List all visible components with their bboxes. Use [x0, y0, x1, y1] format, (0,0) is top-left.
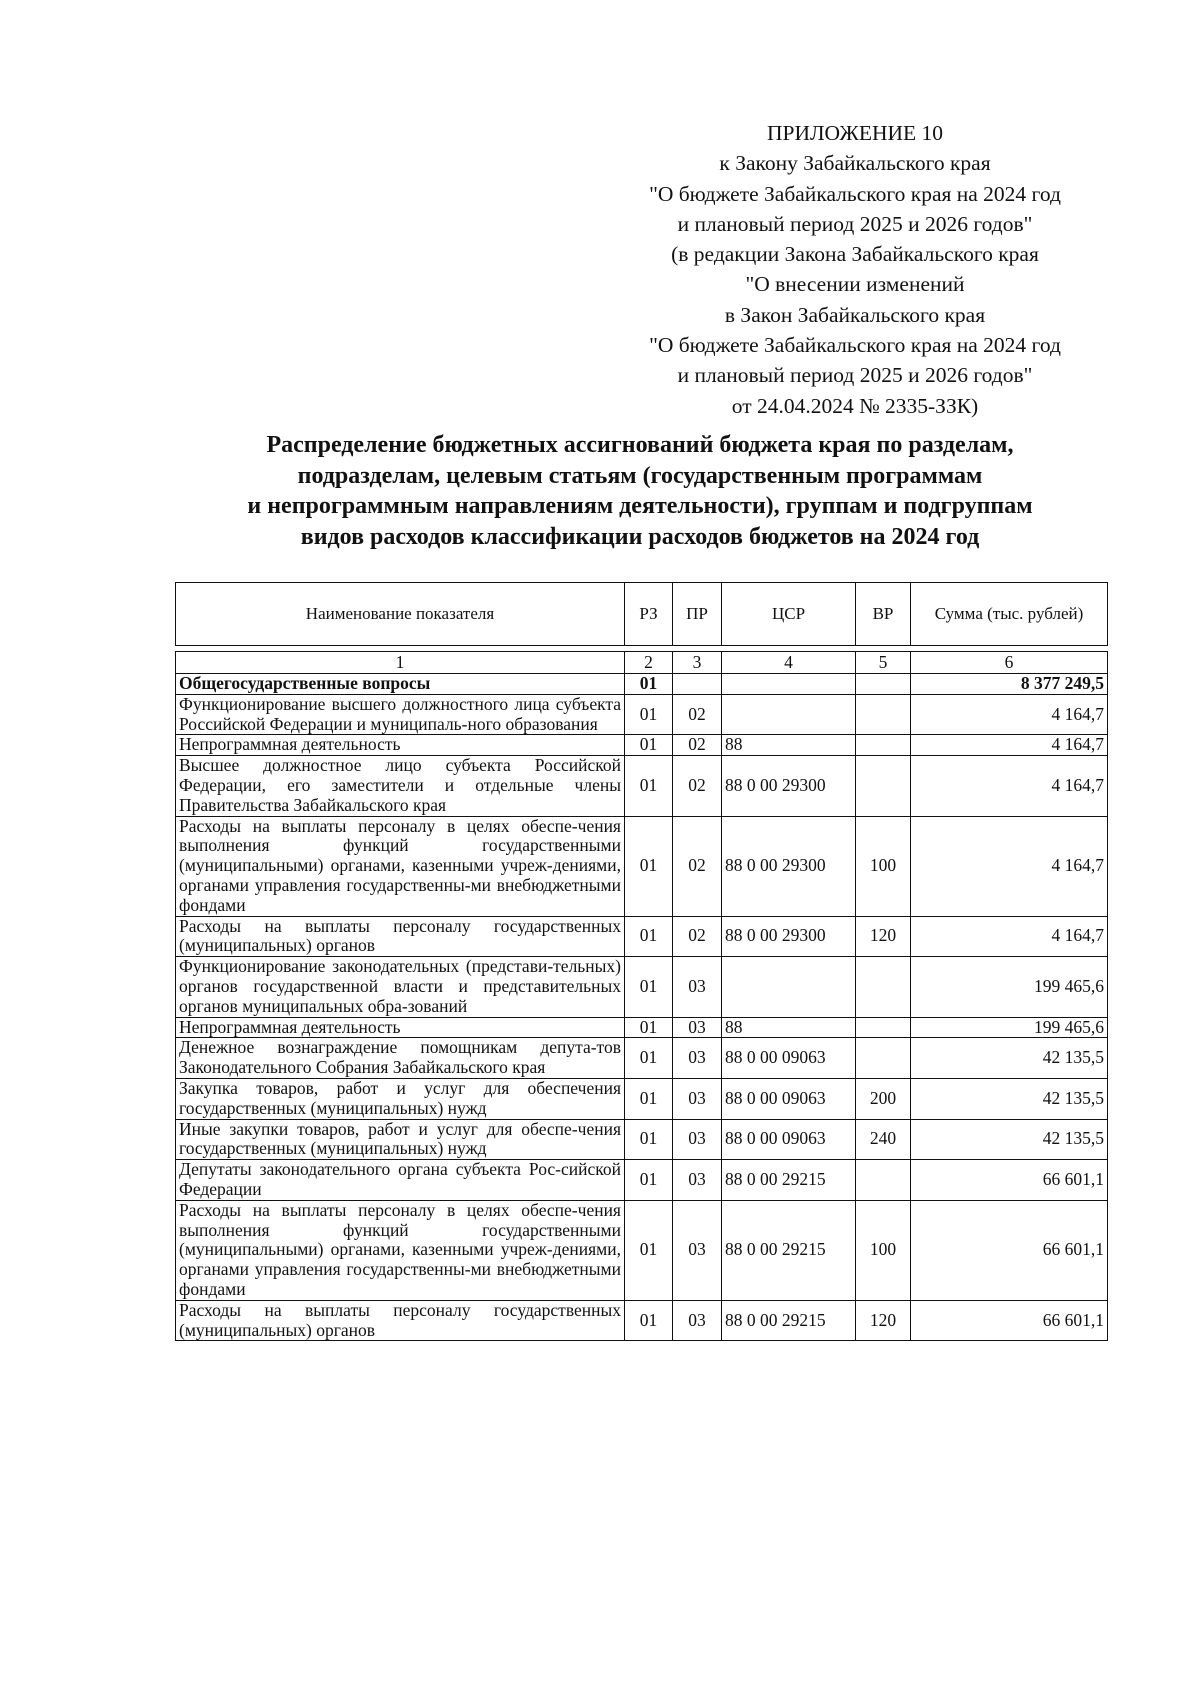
- cell-rz: 01: [625, 1017, 673, 1038]
- header-name: Наименование показателя: [176, 583, 625, 646]
- cell-name: Высшее должностное лицо субъекта Российской Федерации, его заместители и отдельные члены Правительства Забайкальского края: [176, 756, 625, 816]
- cell-pr: 03: [673, 1078, 722, 1119]
- cell-pr: 02: [673, 735, 722, 756]
- table-row: [176, 1038, 1108, 1079]
- table-row: [176, 674, 1108, 695]
- cell-name: Функционирование законодательных (представи-тельных) органов государственной власти и представительных органов муниципальных обра-зований: [176, 957, 625, 1017]
- cell-vr: 100: [856, 816, 911, 916]
- table-row: [176, 735, 1108, 756]
- cell-rz: 01: [625, 1038, 673, 1079]
- cell-rz: 01: [625, 735, 673, 756]
- cell-csr: 88: [722, 1017, 856, 1038]
- cell-pr: 03: [673, 957, 722, 1017]
- cell-name: Закупка товаров, работ и услуг для обеспечения государственных (муниципальных) нужд: [176, 1078, 625, 1119]
- cell-pr: 02: [673, 816, 722, 916]
- cell-name: Непрограммная деятельность: [176, 1017, 625, 1038]
- column-number: 5: [856, 652, 911, 674]
- cell-rz: 01: [625, 674, 673, 695]
- cell-csr: 88 0 00 09063: [722, 1078, 856, 1119]
- table-row: [176, 1017, 1108, 1038]
- cell-csr: [722, 694, 856, 735]
- cell-pr: 03: [673, 1300, 722, 1341]
- cell-rz: 01: [625, 957, 673, 1017]
- cell-name: Непрограммная деятельность: [176, 735, 625, 756]
- cell-sum: 42 135,5: [911, 1038, 1108, 1079]
- header-csr: ЦСР: [722, 583, 856, 646]
- cell-name: Расходы на выплаты персоналу в целях обеспе-чения выполнения функций государственными (муниципальными) органами, казенными учреж-дениями, органами управления государственны-ми внебюджетными фондами: [176, 816, 625, 916]
- table-row: [176, 694, 1108, 735]
- appendix-line: в Закон Забайкальского края: [724, 302, 986, 327]
- table-row: [176, 756, 1108, 816]
- table-row: [176, 816, 1108, 916]
- cell-name: Расходы на выплаты персоналу в целях обеспе-чения выполнения функций государственными (муниципальными) органами, казенными учреж-дениями, органами управления государственны-ми внебюджетными фондами: [176, 1200, 625, 1300]
- cell-csr: 88 0 00 09063: [722, 1038, 856, 1079]
- title-line: видов расходов классификации расходов бюджетов на 2024 год: [300, 523, 980, 550]
- cell-sum: 199 465,6: [911, 1017, 1108, 1038]
- cell-vr: [856, 1017, 911, 1038]
- table-row: [176, 916, 1108, 957]
- cell-vr: 200: [856, 1078, 911, 1119]
- cell-sum: 42 135,5: [911, 1078, 1108, 1119]
- cell-vr: 100: [856, 1200, 911, 1300]
- cell-name: Депутаты законодательного органа субъекта Рос-сийской Федерации: [176, 1160, 625, 1201]
- cell-pr: 03: [673, 1017, 722, 1038]
- cell-vr: [856, 1038, 911, 1079]
- budget-table-container: [175, 582, 1107, 1341]
- cell-name: Функционирование высшего должностного лица субъекта Российской Федерации и муниципаль-ного образования: [176, 694, 625, 735]
- cell-csr: 88 0 00 09063: [722, 1119, 856, 1160]
- table-row: [176, 1200, 1108, 1300]
- cell-rz: 01: [625, 694, 673, 735]
- cell-csr: 88 0 00 29300: [722, 916, 856, 957]
- cell-rz: 01: [625, 1200, 673, 1300]
- cell-rz: 01: [625, 1119, 673, 1160]
- appendix-header: [620, 118, 1090, 421]
- budget-table: [175, 582, 1108, 1341]
- cell-sum: 66 601,1: [911, 1300, 1108, 1341]
- header-sum: Сумма (тыс. рублей): [911, 583, 1108, 646]
- cell-csr: 88 0 00 29215: [722, 1300, 856, 1341]
- cell-name: Денежное вознаграждение помощникам депута-тов Законодательного Собрания Забайкальского края: [176, 1038, 625, 1079]
- cell-rz: 01: [625, 1300, 673, 1341]
- column-number: 4: [722, 652, 856, 674]
- cell-vr: [856, 1160, 911, 1201]
- cell-pr: 02: [673, 756, 722, 816]
- header-pr: ПР: [673, 583, 722, 646]
- table-row: [176, 1078, 1108, 1119]
- cell-sum: 66 601,1: [911, 1200, 1108, 1300]
- title-line: подразделам, целевым статьям (государственным программам: [297, 462, 983, 489]
- cell-csr: [722, 674, 856, 695]
- column-number: 3: [673, 652, 722, 674]
- column-number: 1: [176, 652, 625, 674]
- appendix-line: "О бюджете Забайкальского края на 2024 год: [649, 333, 1061, 358]
- table-row: [176, 1119, 1108, 1160]
- column-number: 2: [625, 652, 673, 674]
- cell-sum: 199 465,6: [911, 957, 1108, 1017]
- cell-vr: [856, 694, 911, 735]
- cell-vr: 240: [856, 1119, 911, 1160]
- cell-sum: 4 164,7: [911, 735, 1108, 756]
- cell-pr: 03: [673, 1038, 722, 1079]
- cell-rz: 01: [625, 1160, 673, 1201]
- cell-sum: 4 164,7: [911, 694, 1108, 735]
- cell-csr: 88 0 00 29300: [722, 756, 856, 816]
- cell-rz: 01: [625, 756, 673, 816]
- appendix-line: к Закону Забайкальского края: [719, 151, 991, 176]
- appendix-line: и плановый период 2025 и 2026 годов": [677, 363, 1033, 388]
- cell-rz: 01: [625, 1078, 673, 1119]
- cell-name: Иные закупки товаров, работ и услуг для обеспе-чения государственных (муниципальных) нужд: [176, 1119, 625, 1160]
- cell-sum: 4 164,7: [911, 916, 1108, 957]
- table-body: [176, 646, 1108, 1341]
- table-header-row: [176, 583, 1108, 646]
- cell-vr: [856, 735, 911, 756]
- cell-sum: 4 164,7: [911, 756, 1108, 816]
- column-number: 6: [911, 652, 1108, 674]
- cell-rz: 01: [625, 816, 673, 916]
- table-row: [176, 957, 1108, 1017]
- cell-csr: 88: [722, 735, 856, 756]
- cell-vr: 120: [856, 1300, 911, 1341]
- cell-pr: 02: [673, 916, 722, 957]
- header-vr: ВР: [856, 583, 911, 646]
- cell-sum: 8 377 249,5: [911, 674, 1108, 695]
- cell-csr: 88 0 00 29300: [722, 816, 856, 916]
- title-line: и непрограммным направлениям деятельности), группам и подгруппам: [247, 493, 1033, 519]
- appendix-line: "О бюджете Забайкальского края на 2024 год: [649, 181, 1061, 206]
- cell-name: Расходы на выплаты персоналу государственных (муниципальных) органов: [176, 916, 625, 957]
- title-line: Распределение бюджетных ассигнований бюджета края по разделам,: [266, 432, 1014, 458]
- cell-vr: 120: [856, 916, 911, 957]
- appendix-line: и плановый период 2025 и 2026 годов": [677, 211, 1033, 236]
- header-rz: РЗ: [625, 583, 673, 646]
- cell-sum: 66 601,1: [911, 1160, 1108, 1201]
- cell-vr: [856, 756, 911, 816]
- cell-pr: 03: [673, 1119, 722, 1160]
- appendix-line: от 24.04.2024 № 2335-ЗЗК): [731, 393, 979, 418]
- cell-csr: [722, 957, 856, 1017]
- cell-vr: [856, 957, 911, 1017]
- cell-csr: 88 0 00 29215: [722, 1200, 856, 1300]
- appendix-line: ПРИЛОЖЕНИЕ 10: [766, 121, 944, 145]
- cell-pr: 03: [673, 1200, 722, 1300]
- table-row: [176, 1160, 1108, 1201]
- cell-sum: 42 135,5: [911, 1119, 1108, 1160]
- cell-sum: 4 164,7: [911, 816, 1108, 916]
- cell-pr: [673, 674, 722, 695]
- table-row: [176, 1300, 1108, 1341]
- cell-rz: 01: [625, 916, 673, 957]
- cell-csr: 88 0 00 29215: [722, 1160, 856, 1201]
- cell-pr: 02: [673, 694, 722, 735]
- document-title: [170, 430, 1110, 552]
- cell-name: Расходы на выплаты персоналу государственных (муниципальных) органов: [176, 1300, 625, 1341]
- cell-vr: [856, 674, 911, 695]
- column-number-row: [176, 652, 1108, 674]
- cell-name: Общегосударственные вопросы: [176, 674, 625, 695]
- appendix-line: (в редакции Закона Забайкальского края: [671, 242, 1039, 267]
- appendix-line: "О внесении изменений: [745, 272, 965, 297]
- cell-pr: 03: [673, 1160, 722, 1201]
